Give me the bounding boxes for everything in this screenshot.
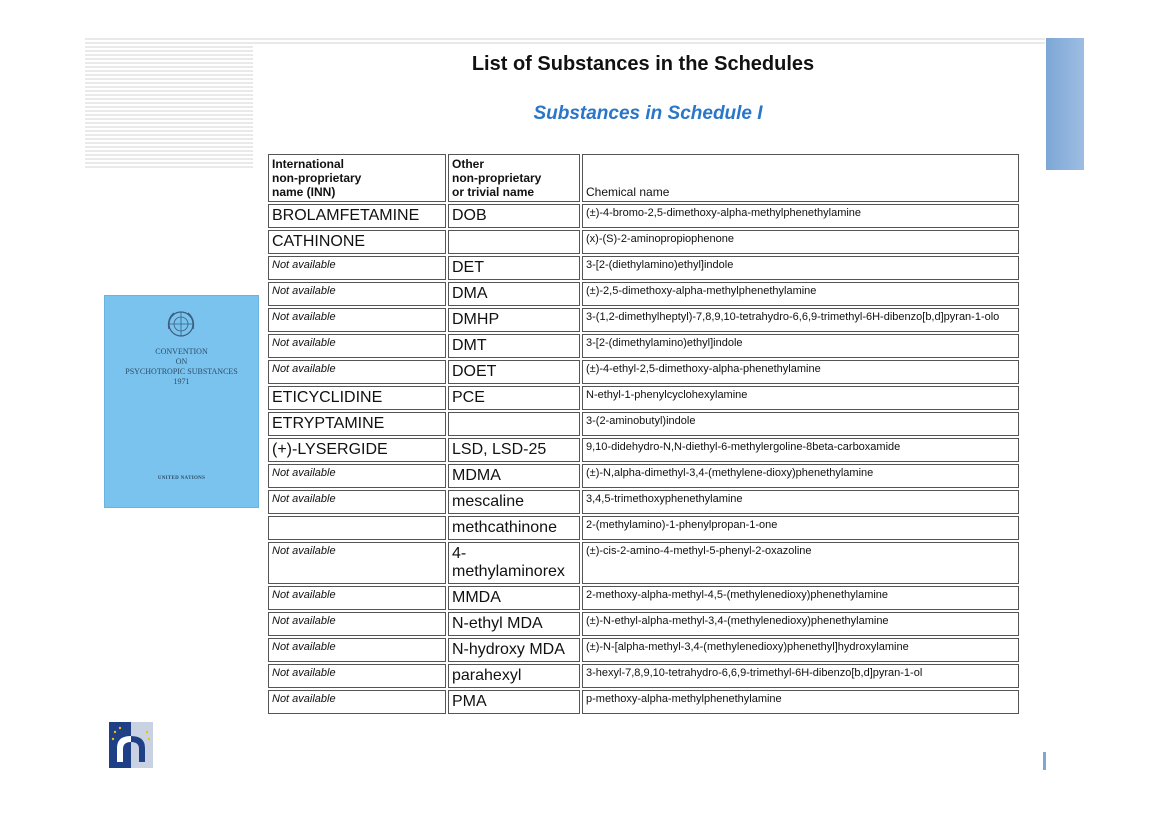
cell-other-name <box>448 230 580 254</box>
table-body <box>268 204 1019 714</box>
cell-chemical-name: (±)-4-ethyl-2,5-dimethoxy-alpha-phenethylamine <box>582 360 1019 384</box>
un-emblem-icon <box>166 309 196 339</box>
cell-inn: Not available <box>268 612 446 636</box>
table-row <box>268 204 1019 228</box>
cell-other-name: DOB <box>448 204 580 228</box>
convention-book-cover <box>104 295 259 508</box>
cell-inn: Not available <box>268 586 446 610</box>
emcdda-logo-icon <box>109 722 153 768</box>
cell-other-name <box>448 412 580 436</box>
cell-chemical-name: 3-hexyl-7,8,9,10-tetrahydro-6,6,9-trimethyl-6H-dibenzo[b,d]pyran-1-ol <box>582 664 1019 688</box>
cell-inn: Not available <box>268 638 446 662</box>
table-row <box>268 308 1019 332</box>
cell-chemical-name: 2-methoxy-alpha-methyl-4,5-(methylenedioxy)phenethylamine <box>582 586 1019 610</box>
cell-other-name: PMA <box>448 690 580 714</box>
substances-table <box>266 152 1021 716</box>
cell-chemical-name: 3-[2-(diethylamino)ethyl]indole <box>582 256 1019 280</box>
cell-inn: (+)-LYSERGIDE <box>268 438 446 462</box>
table-row <box>268 638 1019 662</box>
table-row <box>268 256 1019 280</box>
table-row <box>268 334 1019 358</box>
cell-inn: Not available <box>268 542 446 584</box>
cell-chemical-name: (±)-4-bromo-2,5-dimethoxy-alpha-methylphenethylamine <box>582 204 1019 228</box>
table-row <box>268 490 1019 514</box>
cell-inn: CATHINONE <box>268 230 446 254</box>
cell-chemical-name: (±)-2,5-dimethoxy-alpha-methylphenethylamine <box>582 282 1019 306</box>
cell-other-name: MDMA <box>448 464 580 488</box>
cell-inn: ETICYCLIDINE <box>268 386 446 410</box>
cell-inn: Not available <box>268 308 446 332</box>
header-other-name: Other non-proprietary or trivial name <box>448 154 580 202</box>
table-row <box>268 282 1019 306</box>
cell-chemical-name: 3-(1,2-dimethylheptyl)-7,8,9,10-tetrahydro-6,6,9-trimethyl-6H-dibenzo[b,d]pyran-1-olo <box>582 308 1019 332</box>
cell-other-name: N-hydroxy MDA <box>448 638 580 662</box>
table-row <box>268 438 1019 462</box>
cell-other-name: PCE <box>448 386 580 410</box>
cell-inn <box>268 516 446 540</box>
cell-chemical-name: p-methoxy-alpha-methylphenethylamine <box>582 690 1019 714</box>
cell-other-name: mescaline <box>448 490 580 514</box>
header-inn: International non-proprietary name (INN) <box>268 154 446 202</box>
cell-chemical-name: N-ethyl-1-phenylcyclohexylamine <box>582 386 1019 410</box>
cell-chemical-name: (±)-N-[alpha-methyl-3,4-(methylenedioxy)phenethyl]hydroxylamine <box>582 638 1019 662</box>
cell-inn: Not available <box>268 690 446 714</box>
cell-other-name: MMDA <box>448 586 580 610</box>
cell-other-name: LSD, LSD-25 <box>448 438 580 462</box>
cell-inn: Not available <box>268 282 446 306</box>
cell-inn: Not available <box>268 334 446 358</box>
book-title: CONVENTION ON PSYCHOTROPIC SUBSTANCES 1971 <box>125 347 238 386</box>
cell-chemical-name: 2-(methylamino)-1-phenylpropan-1-one <box>582 516 1019 540</box>
table-row <box>268 690 1019 714</box>
book-publisher: UNITED NATIONS <box>157 476 206 481</box>
cell-other-name: DET <box>448 256 580 280</box>
cell-other-name: DMA <box>448 282 580 306</box>
table-row <box>268 464 1019 488</box>
cell-chemical-name: (±)-N-ethyl-alpha-methyl-3,4-(methylenedioxy)phenethylamine <box>582 612 1019 636</box>
table-row <box>268 586 1019 610</box>
table-row <box>268 386 1019 410</box>
header-chemical-name: Chemical name <box>582 154 1019 202</box>
cell-inn: Not available <box>268 256 446 280</box>
table-row <box>268 516 1019 540</box>
table-row <box>268 542 1019 584</box>
page-title: List of Substances in the Schedules <box>471 53 815 75</box>
cell-chemical-name: (±)-cis-2-amino-4-methyl-5-phenyl-2-oxazoline <box>582 542 1019 584</box>
cell-other-name: DMHP <box>448 308 580 332</box>
cell-other-name: methcathinone <box>448 516 580 540</box>
cell-other-name: N-ethyl MDA <box>448 612 580 636</box>
cell-other-name: parahexyl <box>448 664 580 688</box>
page-subtitle: Substances in Schedule I <box>533 103 763 124</box>
cell-other-name: DOET <box>448 360 580 384</box>
table-row <box>268 360 1019 384</box>
cell-inn: Not available <box>268 464 446 488</box>
cell-inn: BROLAMFETAMINE <box>268 204 446 228</box>
table-row <box>268 612 1019 636</box>
cell-chemical-name: (±)-N,alpha-dimethyl-3,4-(methylene-dioxy)phenethylamine <box>582 464 1019 488</box>
cell-chemical-name: 3-[2-(dimethylamino)ethyl]indole <box>582 334 1019 358</box>
cell-other-name: 4-methylaminorex <box>448 542 580 584</box>
cell-chemical-name: 3,4,5-trimethoxyphenethylamine <box>582 490 1019 514</box>
cell-other-name: DMT <box>448 334 580 358</box>
table-row <box>268 664 1019 688</box>
cell-inn: Not available <box>268 360 446 384</box>
cell-chemical-name: 3-(2-aminobutyl)indole <box>582 412 1019 436</box>
table-header-row <box>268 154 1019 202</box>
accent-bar <box>1046 38 1084 170</box>
cell-inn: ETRYPTAMINE <box>268 412 446 436</box>
cell-chemical-name: 9,10-didehydro-N,N-diethyl-6-methylergoline-8beta-carboxamide <box>582 438 1019 462</box>
cell-inn: Not available <box>268 664 446 688</box>
cell-inn: Not available <box>268 490 446 514</box>
cell-chemical-name: (x)-(S)-2-aminopropiophenone <box>582 230 1019 254</box>
accent-tick <box>1043 752 1046 770</box>
table-row <box>268 412 1019 436</box>
table-row <box>268 230 1019 254</box>
